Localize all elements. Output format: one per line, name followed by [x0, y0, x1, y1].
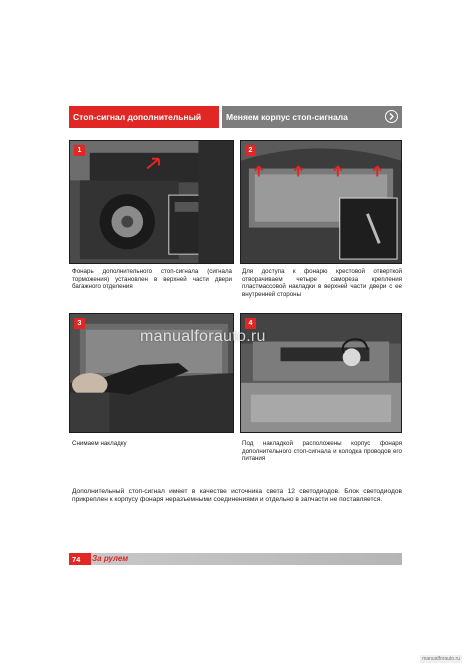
chevron-right-icon: [385, 110, 398, 123]
photo-1: [69, 140, 234, 264]
watermark: manualforauto.ru: [140, 328, 266, 345]
site-mark: manualforauto.ru: [422, 656, 460, 662]
page-number: 74: [69, 553, 91, 565]
photo-caption-2: Для доступа к фонарю крестовой отверткой отворачиваем четыре самореза крепления пластмассовой накладки в верхней части двери с ее внутренней стороны: [242, 268, 402, 298]
section-title-left: Стоп-сигнал дополнительный: [73, 112, 202, 122]
photo-2-image: [241, 141, 401, 263]
section-title-right: Меняем корпус стоп-сигнала: [226, 112, 348, 122]
photo-badge-4: 4: [245, 318, 256, 329]
body-paragraph: Дополнительный стоп-сигнал имеет в качестве источника света 12 светодиодов. Блок светодиодов прикреплен к корпусу фонаря неразъемными соединениями и отдельно в запчасти не поставляется.: [72, 488, 402, 504]
photo-caption-3: Снимаем накладку: [72, 440, 127, 447]
photo-badge-3: 3: [74, 318, 85, 329]
photo-1-image: [70, 141, 233, 263]
photo-caption-4: Под накладкой расположены корпус фонаря дополнительного стоп-сигнала и колодка проводов его питания: [242, 440, 402, 463]
photo-badge-1: 1: [74, 145, 85, 156]
photo-caption-1: Фонарь дополнительного стоп-сигнала (сигнала торможения) установлен в верхней части двери багажного отделения: [72, 268, 232, 291]
photo-2: [240, 140, 402, 264]
brand-logo: За рулем: [92, 554, 129, 563]
photo-badge-2: 2: [245, 145, 256, 156]
section-header-right: [222, 106, 402, 128]
section-header-left: [69, 106, 219, 128]
